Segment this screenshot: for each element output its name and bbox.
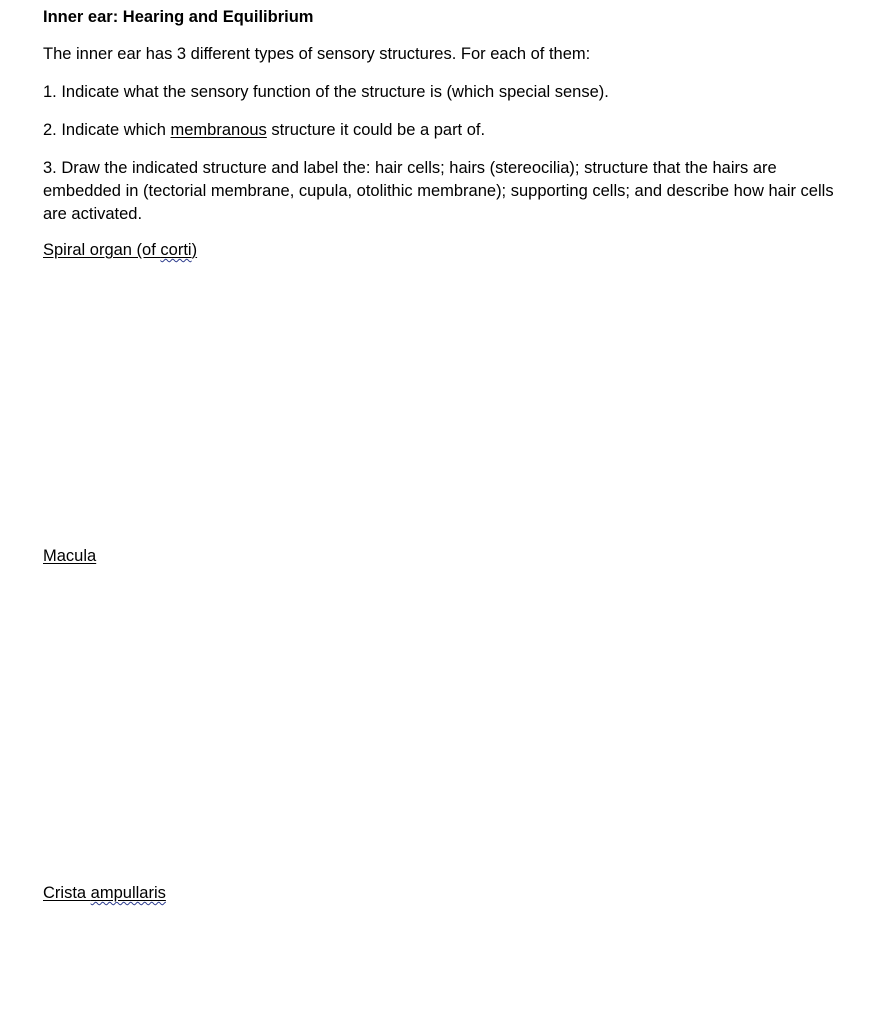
section-heading-macula: Macula [43,547,97,565]
document-title: Inner ear: Hearing and Equilibrium [43,8,314,26]
step-2-text-before: 2. Indicate which [43,121,171,139]
spiral-heading-close: ) [191,241,198,259]
section-heading-crista-ampullaris [43,882,166,905]
crista-heading-text: Crista [43,884,91,902]
intro-paragraph: The inner ear has 3 different types of sensory structures. For each of them: [43,45,591,63]
step-2-underlined-word: membranous [170,121,267,139]
instruction-step-1: 1. Indicate what the sensory function of the structure is (which special sense). [43,83,609,101]
section-heading-spiral-organ [43,239,197,262]
spellcheck-underlined-word: corti [160,241,192,259]
instruction-step-3: 3. Draw the indicated structure and label the: hair cells; hairs (stereocilia); structure that the hairs are embedded in (tectorial membrane, cupula, otolithic membrane); supporting cells; and describe how hair cells are activated. [43,159,834,223]
step-2-text-after: structure it could be a part of. [266,121,486,139]
spellcheck-underlined-word: ampullaris [90,884,166,902]
spiral-heading-text: Spiral organ (of [43,241,161,259]
instruction-step-2 [43,119,485,142]
